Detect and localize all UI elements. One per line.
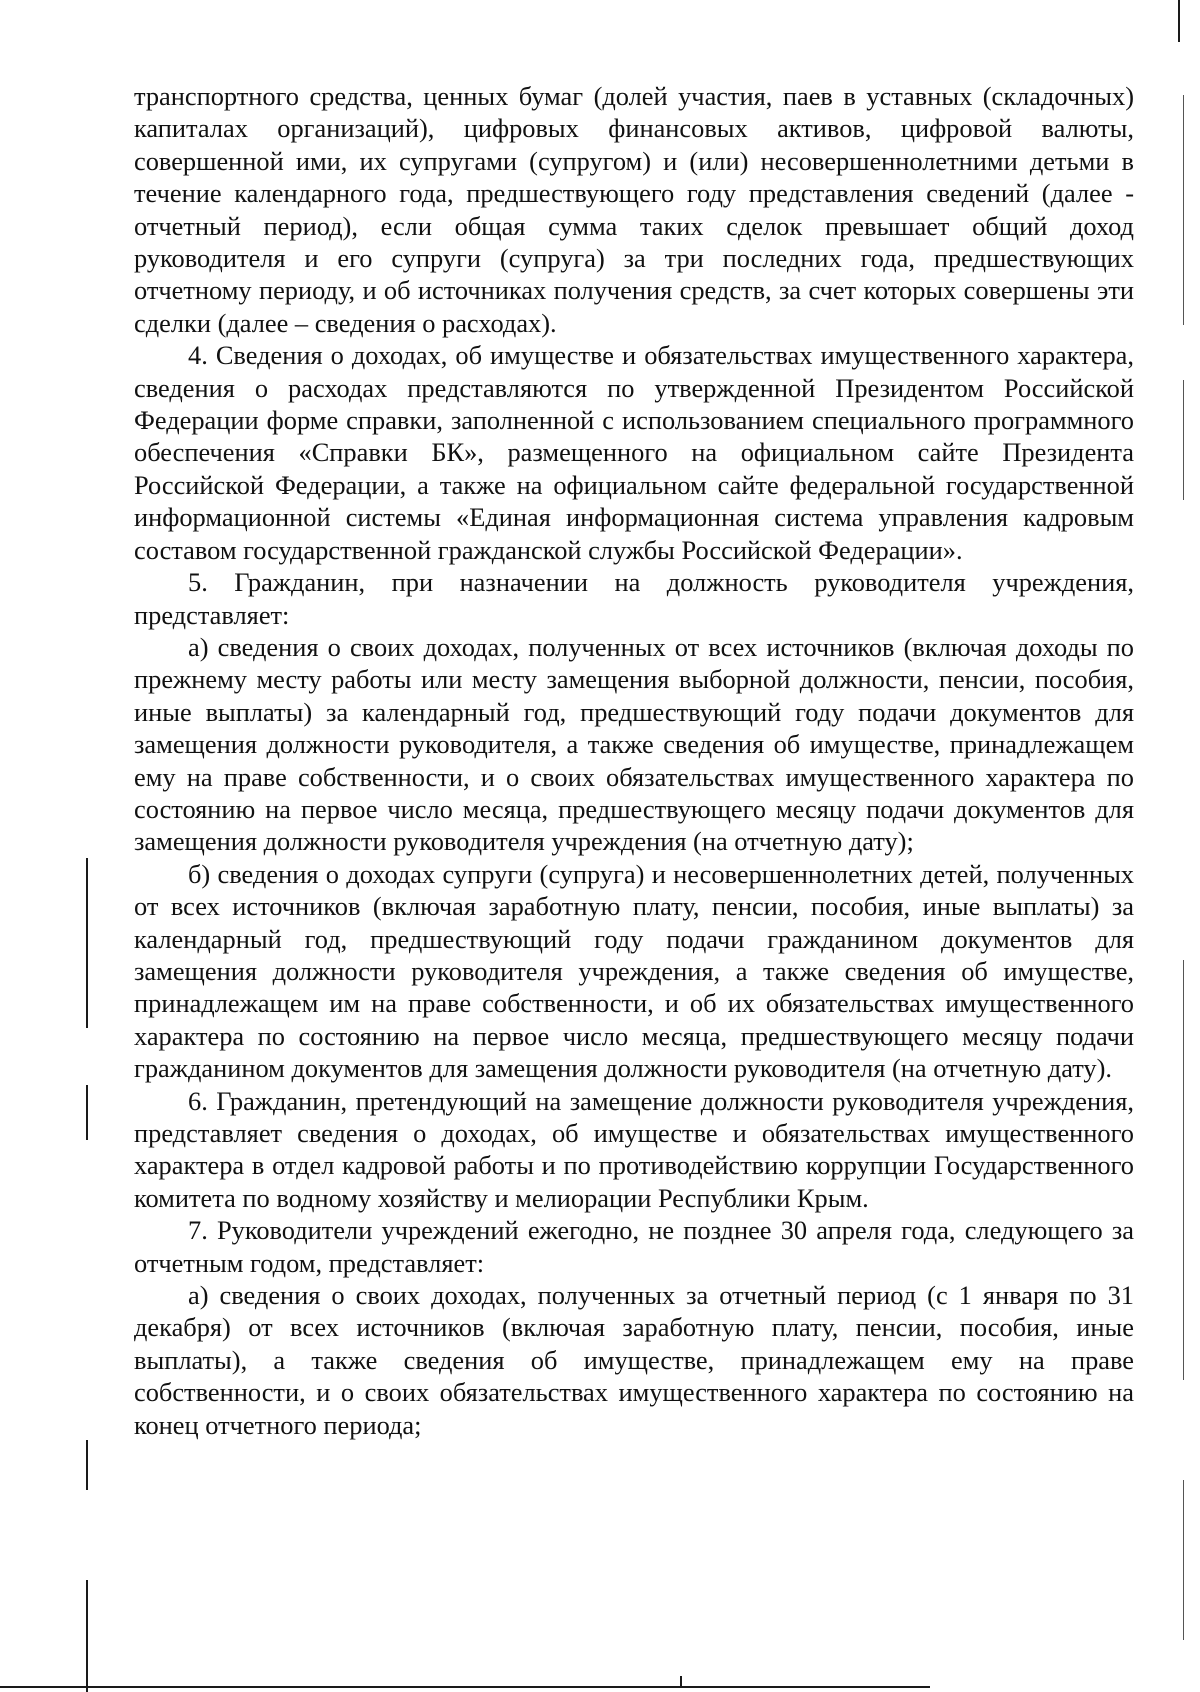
scan-edge-line-left-3 [86, 1440, 88, 1490]
scan-edge-line-top-right [1178, 0, 1180, 42]
scan-edge-line-bottom [0, 1686, 930, 1688]
paragraph-continuation: транспортного средства, ценных бумаг (долей участия, паев в уставных (складочных) капиталах организаций), цифровых финансовых активов, цифровой валюты, совершенной ими, их супругами (супругом) и (или) несовершеннолетними детьми в течение календарного года, предшествующего году представления сведений (далее - отчетный период), если общая сумма таких сделок превышает общий доход руководителя и его супруги (супруга) за три последних года, предшествующих отчетному периоду, и об источниках получения средств, за счет которых совершены эти сделки (далее – сведения о расходах). [134, 81, 1134, 338]
paragraph-item-4: 4. Сведения о доходах, об имуществе и обязательствах имущественного характера, сведения о расходах представляются по утвержденной Президентом Российской Федерации форме справки, заполненной с использованием специального программного обеспечения «Справки БК», размещенного на официальном сайте Президента Российской Федерации, а также на официальном сайте федеральной государственной информационной системы «Единая информационная система управления кадровым составом государственной гражданской службы Российской Федерации». [134, 340, 1134, 565]
scan-edge-line-left-2 [86, 1085, 88, 1140]
paragraph-item-5b: б) сведения о доходах супруги (супруга) и несовершеннолетних детей, полученных от всех источников (включая заработную плату, пенсии, пособия, иные выплаты) за календарный год, предшествующий году подачи гражданином документов для замещения должности руководителя учреждения, а также сведения об имуществе, принадлежащем им на праве собственности, и об их обязательствах имущественного характера по состоянию на первое число месяца, предшествующего месяцу подачи гражданином документов для замещения должности руководителя (на отчетную дату). [134, 858, 1134, 1084]
scan-edge-line-right-2 [1183, 380, 1184, 500]
scan-edge-line-left-1 [86, 858, 88, 1028]
scan-edge-line-right-3 [1183, 960, 1184, 1380]
paragraph-item-6: 6. Гражданин, претендующий на замещение должности руководителя учреждения, представляет сведения о доходах, об имуществе и обязательствах имущественного характера в отдел кадровой работы и по противодействию коррупции Государственного комитета по водному хозяйству и мелиорации Республики Крым. [134, 1085, 1134, 1213]
paragraph-item-7a: а) сведения о своих доходах, полученных за отчетный период (с 1 января по 31 декабря) от всех источников (включая заработную плату, пенсии, пособия, иные выплаты), а также сведения об имуществе, принадлежащем ему на праве собственности, и о своих обязательствах имущественного характера по состоянию на конец отчетного периода; [134, 1280, 1134, 1440]
paragraph-item-5: 5. Гражданин, при назначении на должность руководителя учреждения, представляет: [134, 567, 1134, 630]
paragraph-item-5a: а) сведения о своих доходах, полученных от всех источников (включая доходы по прежнему месту работы или месту замещения выборной должности, пенсии, пособия, иные выплаты) за календарный год, предшествующий году подачи документов для замещения должности руководителя, а также сведения об имуществе, принадлежащем ему на праве собственности, и о своих обязательствах имущественного характера по состоянию на первое число месяца, предшествующего месяцу подачи документов для замещения должности руководителя учреждения (на отчетную дату); [134, 631, 1134, 857]
scan-edge-line-left-4 [86, 1580, 88, 1692]
scan-edge-tick-bottom [680, 1676, 682, 1688]
scan-edge-line-right-1 [1183, 95, 1184, 325]
document-page [134, 80, 1134, 1441]
paragraph-item-7: 7. Руководители учреждений ежегодно, не позднее 30 апреля года, следующего за отчетным годом, представляет: [134, 1215, 1134, 1278]
scan-edge-line-right-4 [1183, 1480, 1184, 1640]
